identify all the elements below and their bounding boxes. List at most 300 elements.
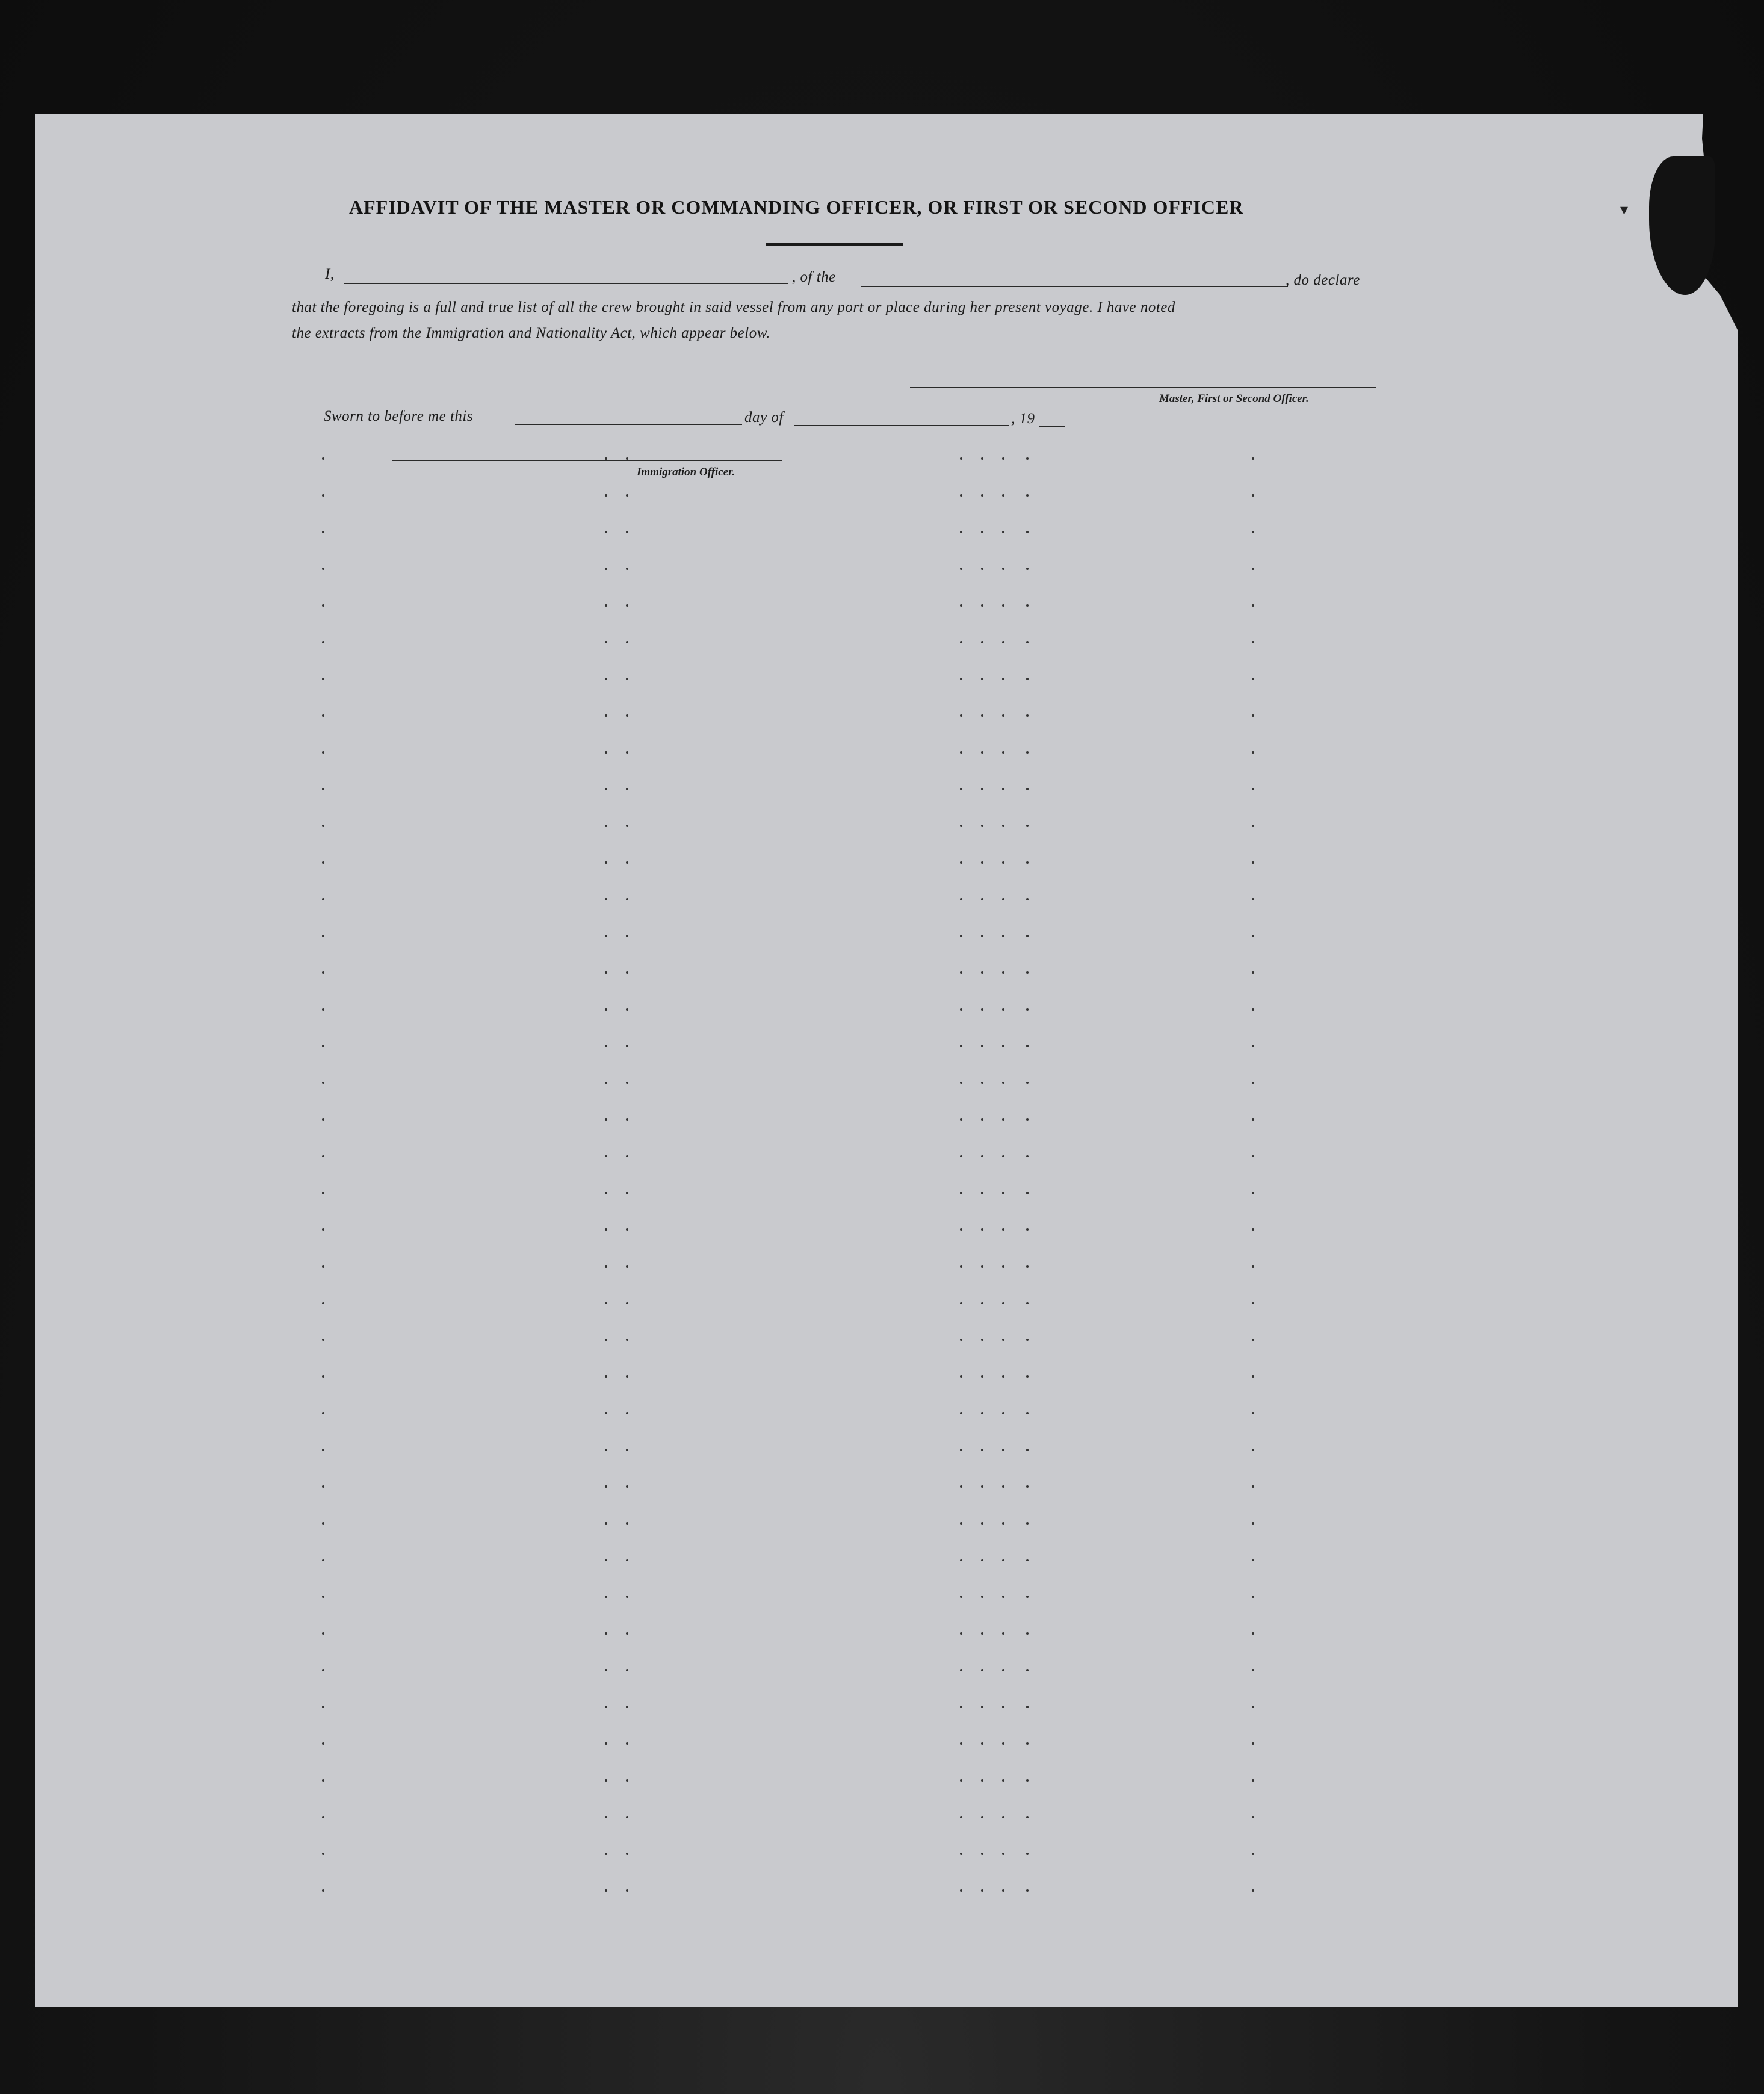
guide-dot [1252,1522,1254,1525]
guide-dot [626,971,628,974]
guide-dot [981,1228,983,1231]
guide-dot [981,641,983,643]
guide-dot [981,604,983,607]
guide-dot [1002,641,1004,643]
guide-dot [605,1632,607,1635]
guide-dot [322,1302,324,1304]
guide-dot [626,1228,628,1231]
guide-dot [1252,1853,1254,1855]
guide-dot [1252,1632,1254,1635]
guide-dot [1002,1816,1004,1818]
guide-dot [960,1045,962,1047]
guide-dot [1026,568,1029,570]
guide-dot [605,1118,607,1121]
guide-dot [626,898,628,900]
guide-dot [626,1853,628,1855]
guide-dot [981,751,983,754]
guide-dot [322,568,324,570]
guide-dot [1002,1265,1004,1268]
guide-dot [960,1816,962,1818]
guide-dot [626,1192,628,1194]
guide-dot [322,1449,324,1451]
guide-dot [605,1889,607,1892]
guide-dot [960,1265,962,1268]
guide-dot [960,494,962,497]
guide-dot [981,568,983,570]
document-page [35,114,1738,2007]
guide-dot [1252,1816,1254,1818]
guide-dot [960,1192,962,1194]
guide-dot [981,1485,983,1488]
guide-dot [626,825,628,827]
guide-dot [1026,1449,1029,1451]
guide-dot [626,1118,628,1121]
guide-dot [605,1155,607,1157]
guide-dot [981,531,983,533]
guide-dot [960,825,962,827]
guide-dot [1002,494,1004,497]
guide-dot [981,788,983,790]
guide-dot [626,861,628,864]
guide-dot [626,641,628,643]
guide-dot [981,1192,983,1194]
guide-dot [1252,971,1254,974]
guide-dot [1002,1192,1004,1194]
officer-signature-caption: Immigration Officer. [637,466,735,479]
guide-dot [981,1302,983,1304]
guide-dot [981,898,983,900]
guide-dot [626,1155,628,1157]
guide-dot [1026,1632,1029,1635]
guide-dot [1026,1742,1029,1745]
guide-dot [960,531,962,533]
guide-dot [322,1889,324,1892]
guide-dot [981,935,983,937]
guide-dot [1252,1706,1254,1708]
guide-dot [605,1375,607,1378]
guide-dot [960,678,962,680]
guide-dot [981,1155,983,1157]
declaration-pronoun: I, [325,266,335,282]
guide-dot [1002,1008,1004,1011]
guide-dot [605,1228,607,1231]
guide-dot [1002,714,1004,717]
guide-dot [1252,1339,1254,1341]
guide-dot [1002,1632,1004,1635]
guide-dot [1002,568,1004,570]
guide-dot [1026,898,1029,900]
guide-dot [626,1522,628,1525]
guide-dot [605,898,607,900]
guide-dot [322,678,324,680]
guide-dot [981,1449,983,1451]
guide-dot [626,1706,628,1708]
officer-signature-line[interactable] [392,460,782,461]
guide-dot [981,1669,983,1671]
guide-dot [1002,1889,1004,1892]
guide-dot [605,1265,607,1268]
guide-dot [605,641,607,643]
guide-dot [626,788,628,790]
guide-dot [626,1559,628,1561]
guide-dot [981,1816,983,1818]
guide-dot [960,1742,962,1745]
guide-dot [605,1816,607,1818]
guide-dot [1252,1302,1254,1304]
guide-dot [626,531,628,533]
guide-dot [981,1265,983,1268]
guide-dot [981,457,983,460]
guide-dot [626,1779,628,1782]
guide-dot [1252,1155,1254,1157]
guide-dot [605,1596,607,1598]
guide-dot [1002,1742,1004,1745]
guide-dot [960,971,962,974]
guide-dot [626,1265,628,1268]
guide-dot [605,1339,607,1341]
guide-dot [1002,678,1004,680]
guide-dot [1026,1669,1029,1671]
guide-dot [1252,1082,1254,1084]
guide-dot [322,1559,324,1561]
guide-dot [626,1082,628,1084]
guide-dot [626,751,628,754]
guide-dot [981,1118,983,1121]
guide-dot [626,457,628,460]
guide-dot [1002,788,1004,790]
guide-dot [322,1265,324,1268]
guide-dot [605,1669,607,1671]
guide-dot [1252,1192,1254,1194]
guide-dot [1252,1669,1254,1671]
guide-dot [322,825,324,827]
guide-dot [960,898,962,900]
guide-dot [605,1742,607,1745]
guide-dot [626,678,628,680]
guide-dot [605,1522,607,1525]
guide-dot [605,1045,607,1047]
guide-dot [1002,1485,1004,1488]
guide-dot [981,1008,983,1011]
guide-dot [960,861,962,864]
guide-dot [1026,1228,1029,1231]
guide-dot [605,1559,607,1561]
guide-dot [1026,1522,1029,1525]
guide-dot [1002,1118,1004,1121]
guide-dot [960,1485,962,1488]
name-blank[interactable] [344,283,788,284]
guide-dot [960,1008,962,1011]
guide-dot [626,1632,628,1635]
guide-dot [1026,1485,1029,1488]
guide-dot [1252,788,1254,790]
guide-dot [960,1302,962,1304]
guide-dot [605,1485,607,1488]
guide-dot [1252,678,1254,680]
guide-dot [1002,1853,1004,1855]
guide-dot [322,1228,324,1231]
guide-dot [1026,788,1029,790]
guide-dot [1252,457,1254,460]
guide-dot [1252,1449,1254,1451]
guide-dot [322,1632,324,1635]
guide-dot [960,788,962,790]
guide-dot [1002,861,1004,864]
guide-dot [626,568,628,570]
guide-dot [605,1412,607,1414]
guide-dot [626,1412,628,1414]
guide-dot [1026,751,1029,754]
guide-dot [322,861,324,864]
guide-dot [981,1632,983,1635]
guide-dot [981,1045,983,1047]
guide-dot [322,494,324,497]
guide-dot [1026,1853,1029,1855]
guide-dot [1026,714,1029,717]
guide-dot [605,861,607,864]
guide-dot [1026,1412,1029,1414]
sworn-day-of: day of [744,409,784,426]
guide-dot [605,714,607,717]
guide-dot [1002,1449,1004,1451]
guide-dot [1026,825,1029,827]
guide-dot [322,1082,324,1084]
guide-dot [322,1853,324,1855]
guide-dot [1252,1779,1254,1782]
guide-dot [322,1706,324,1708]
guide-dot [1252,1485,1254,1488]
guide-dot [605,1779,607,1782]
guide-dot [322,1742,324,1745]
guide-dot [960,1155,962,1157]
declaration-do-declare: , do declare [1286,272,1360,288]
guide-dot [1002,1045,1004,1047]
guide-dot [1026,1339,1029,1341]
guide-dot [981,1596,983,1598]
guide-dot [322,1816,324,1818]
guide-dot [626,1669,628,1671]
guide-dot [626,1449,628,1451]
guide-dot [981,1339,983,1341]
guide-dot [1026,1375,1029,1378]
guide-dot [1026,1302,1029,1304]
guide-dot [1252,751,1254,754]
guide-dot [960,1412,962,1414]
declaration-line-2: that the foregoing is a full and true list of all the crew brought in said vessel from any port or place during her present voyage. I have noted [292,299,1175,315]
guide-dot [1002,1155,1004,1157]
guide-dot [981,1889,983,1892]
guide-dot [1026,678,1029,680]
guide-dot [605,604,607,607]
sworn-month-blank[interactable] [794,425,1009,426]
guide-dot [1252,1596,1254,1598]
guide-dot [605,1082,607,1084]
declaration-line-3: the extracts from the Immigration and Nationality Act, which appear below. [292,325,770,341]
guide-dot [1252,531,1254,533]
guide-dot [960,1339,962,1341]
guide-dot [1026,935,1029,937]
guide-dot [626,1485,628,1488]
guide-dot [626,1816,628,1818]
sworn-year-prefix: , 19 [1011,410,1035,427]
guide-dot [322,1008,324,1011]
guide-dot [960,1889,962,1892]
guide-dot [626,1008,628,1011]
guide-dot [1002,1779,1004,1782]
sworn-day-blank[interactable] [515,424,742,425]
guide-dot [322,641,324,643]
guide-dot [1026,1706,1029,1708]
guide-dot [981,1412,983,1414]
guide-dot [626,604,628,607]
guide-dot [1002,1375,1004,1378]
guide-dot [626,1889,628,1892]
guide-dot [322,935,324,937]
guide-dot [960,1118,962,1121]
guide-dot [1026,1008,1029,1011]
guide-dot [605,678,607,680]
guide-dot [981,825,983,827]
guide-dot [322,457,324,460]
guide-dot [960,751,962,754]
guide-dot [1002,935,1004,937]
guide-dot [322,1412,324,1414]
guide-dot [626,1375,628,1378]
guide-dot [960,1082,962,1084]
guide-dot [960,604,962,607]
guide-dot [1026,1045,1029,1047]
guide-dot [322,898,324,900]
guide-dot [1026,1192,1029,1194]
guide-dot [605,1853,607,1855]
guide-dot [605,457,607,460]
guide-dot [1002,1559,1004,1561]
guide-dot [322,1485,324,1488]
guide-dot [981,714,983,717]
guide-dot [1252,1742,1254,1745]
guide-dot [1002,1669,1004,1671]
guide-dot [605,1008,607,1011]
guide-dot [1002,1228,1004,1231]
guide-dot [1026,604,1029,607]
guide-dot [960,1706,962,1708]
guide-dot [1002,971,1004,974]
guide-dot [1252,1045,1254,1047]
margin-mark: ▾ [1620,201,1629,218]
guide-dot [981,1522,983,1525]
guide-dot [1252,935,1254,937]
guide-dot [981,678,983,680]
guide-dot [981,494,983,497]
guide-dot [981,861,983,864]
guide-dot [322,1155,324,1157]
affidavit-title: AFFIDAVIT OF THE MASTER OR COMMANDING OFFICER, OR FIRST OR SECOND OFFICER [349,196,1244,218]
guide-dot [1026,1816,1029,1818]
guide-dot [1002,604,1004,607]
guide-dot [1002,531,1004,533]
guide-dot [1252,861,1254,864]
guide-dot [1026,1265,1029,1268]
guide-dot [960,457,962,460]
guide-dot [1002,1302,1004,1304]
guide-dot [1002,1706,1004,1708]
guide-dot [1252,1889,1254,1892]
guide-dot [605,1302,607,1304]
guide-dot [981,1559,983,1561]
guide-dot [626,494,628,497]
guide-dot [1026,1118,1029,1121]
guide-dot [1002,1596,1004,1598]
guide-dot [1002,1412,1004,1414]
master-signature-line[interactable] [910,387,1376,388]
guide-dot [626,1045,628,1047]
guide-dot [1252,1412,1254,1414]
guide-dot [322,1522,324,1525]
guide-dot [1002,825,1004,827]
guide-dot [1002,1082,1004,1084]
guide-dot [605,788,607,790]
guide-dot [981,1706,983,1708]
sworn-year-blank[interactable] [1039,426,1065,427]
vessel-blank[interactable] [861,286,1288,287]
guide-dot [322,971,324,974]
guide-dot [1026,1082,1029,1084]
guide-dot [605,494,607,497]
guide-dot [605,531,607,533]
guide-dot [626,1339,628,1341]
guide-dot [960,641,962,643]
guide-dot [960,1853,962,1855]
guide-dot [1026,1779,1029,1782]
guide-dot [605,971,607,974]
guide-dot [605,1192,607,1194]
guide-dot [1002,751,1004,754]
guide-dot [322,751,324,754]
guide-dot [960,1779,962,1782]
guide-dot [960,714,962,717]
guide-dot [626,1596,628,1598]
guide-dot [322,1779,324,1782]
guide-dot [1252,1559,1254,1561]
guide-dot [1026,1559,1029,1561]
guide-dot [1026,531,1029,533]
guide-dot [1002,1339,1004,1341]
guide-dot [322,1596,324,1598]
guide-dot [1002,1522,1004,1525]
guide-dot [322,531,324,533]
guide-dot [1252,494,1254,497]
guide-dot [1002,898,1004,900]
guide-dot [605,825,607,827]
guide-dot [960,1449,962,1451]
guide-dot [322,1192,324,1194]
guide-dot [1026,1596,1029,1598]
guide-dot [1252,825,1254,827]
guide-dot [1252,1375,1254,1378]
guide-dot [1252,641,1254,643]
guide-dot [981,1853,983,1855]
guide-dot [626,935,628,937]
guide-dot [1252,604,1254,607]
guide-dot [322,604,324,607]
guide-dot [322,1669,324,1671]
guide-dot [605,568,607,570]
guide-dot [960,1559,962,1561]
master-signature-caption: Master, First or Second Officer. [1159,392,1309,405]
guide-dot [960,568,962,570]
guide-dot [605,935,607,937]
guide-dot [1252,898,1254,900]
